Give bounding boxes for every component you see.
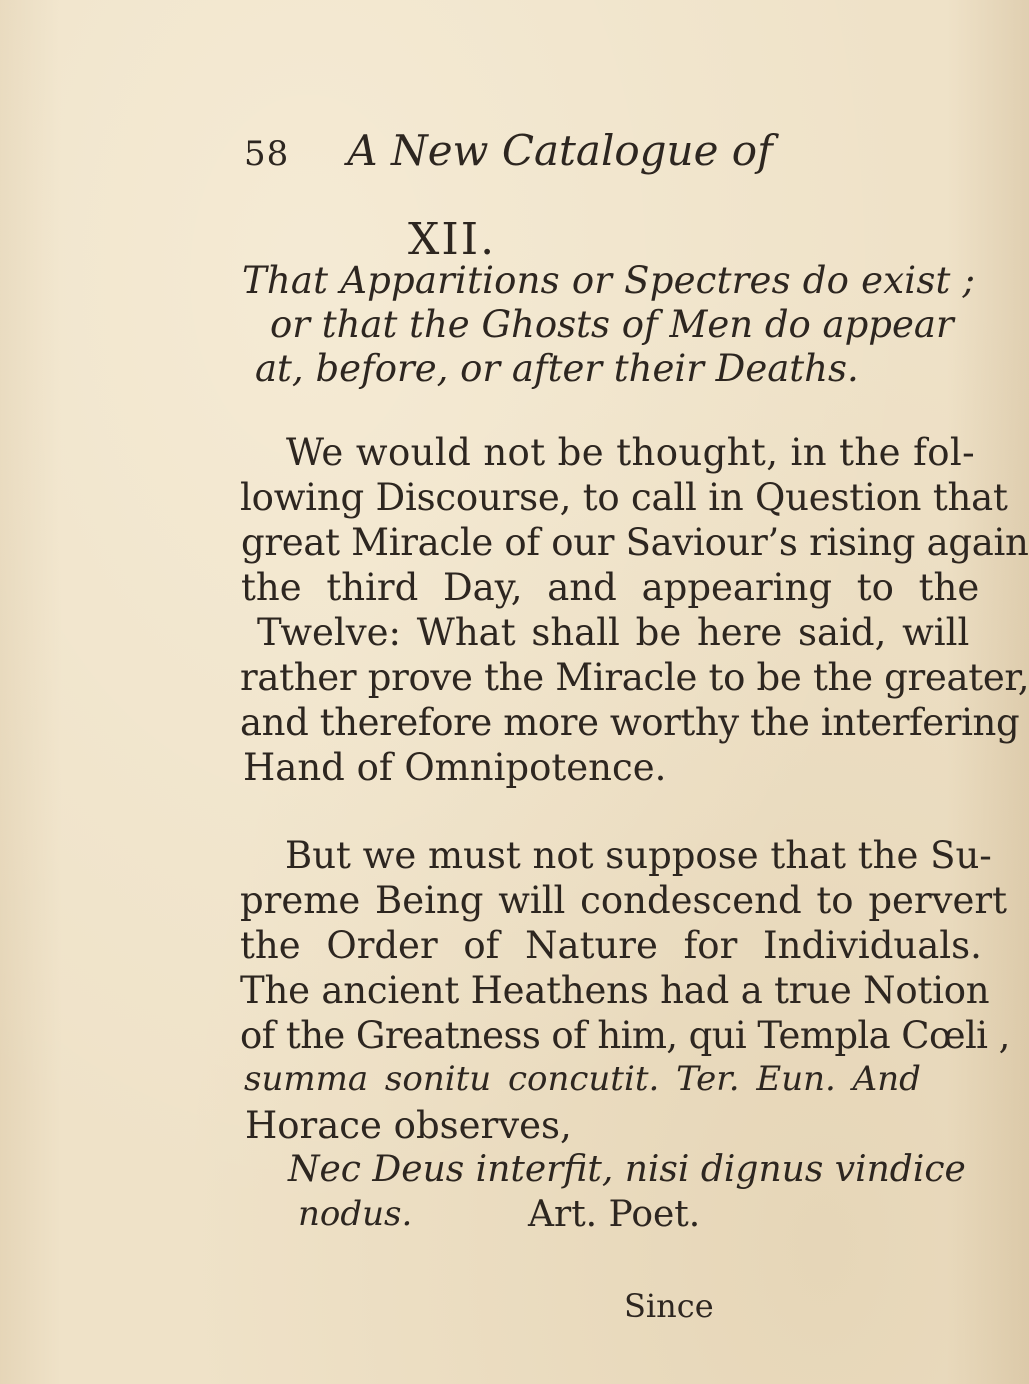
quotation-line-1: Nec Deus interfit, nisi dignus vindice xyxy=(288,1149,966,1190)
section-number: XII. xyxy=(408,214,497,265)
quotation-line-2: nodus. xyxy=(298,1194,413,1234)
running-title: A New Catalogue of xyxy=(347,126,773,175)
catchword: Since xyxy=(624,1287,714,1325)
paragraph-1-line-3: great Miracle of our Saviour’s rising again xyxy=(241,521,1029,564)
paragraph-1-line-4: the third Day, and appearing to the xyxy=(241,566,980,609)
paragraph-2-line-6: summa sonitu concutit. Ter. Eun. And xyxy=(244,1059,921,1099)
quotation-citation: Art. Poet. xyxy=(528,1194,701,1235)
paragraph-1-line-5: Twelve: What shall be here said, will xyxy=(257,611,970,654)
paragraph-1-line-8: Hand of Omnipotence. xyxy=(243,746,667,789)
page-number: 58 xyxy=(244,134,290,174)
paragraph-1-line-2: lowing Discourse, to call in Question that xyxy=(240,476,1008,519)
paragraph-2-line-7: Horace observes, xyxy=(245,1104,572,1147)
paragraph-2-line-2: preme Being will condescend to pervert xyxy=(240,879,1007,922)
section-title-line-1: That Apparitions or Spectres do exist ; xyxy=(242,259,976,302)
section-title-line-3: at, before, or after their Deaths. xyxy=(255,347,859,390)
paragraph-2-line-3: the Order of Nature for Individuals. xyxy=(240,924,982,967)
paragraph-1-line-6: rather prove the Miracle to be the greater, xyxy=(240,656,1029,699)
running-header xyxy=(244,126,773,175)
paragraph-1-line-7: and therefore more worthy the interfering xyxy=(240,701,1020,744)
paragraph-2-line-5: of the Greatness of him, qui Templa Cœli , xyxy=(240,1014,1010,1057)
paragraph-2-line-1: But we must not suppose that the Su- xyxy=(285,834,992,877)
paragraph-1-line-1: We would not be thought, in the fol- xyxy=(286,431,975,474)
paragraph-2-line-4: The ancient Heathens had a true Notion xyxy=(240,969,990,1012)
section-title-line-2: or that the Ghosts of Men do appear xyxy=(270,303,954,346)
